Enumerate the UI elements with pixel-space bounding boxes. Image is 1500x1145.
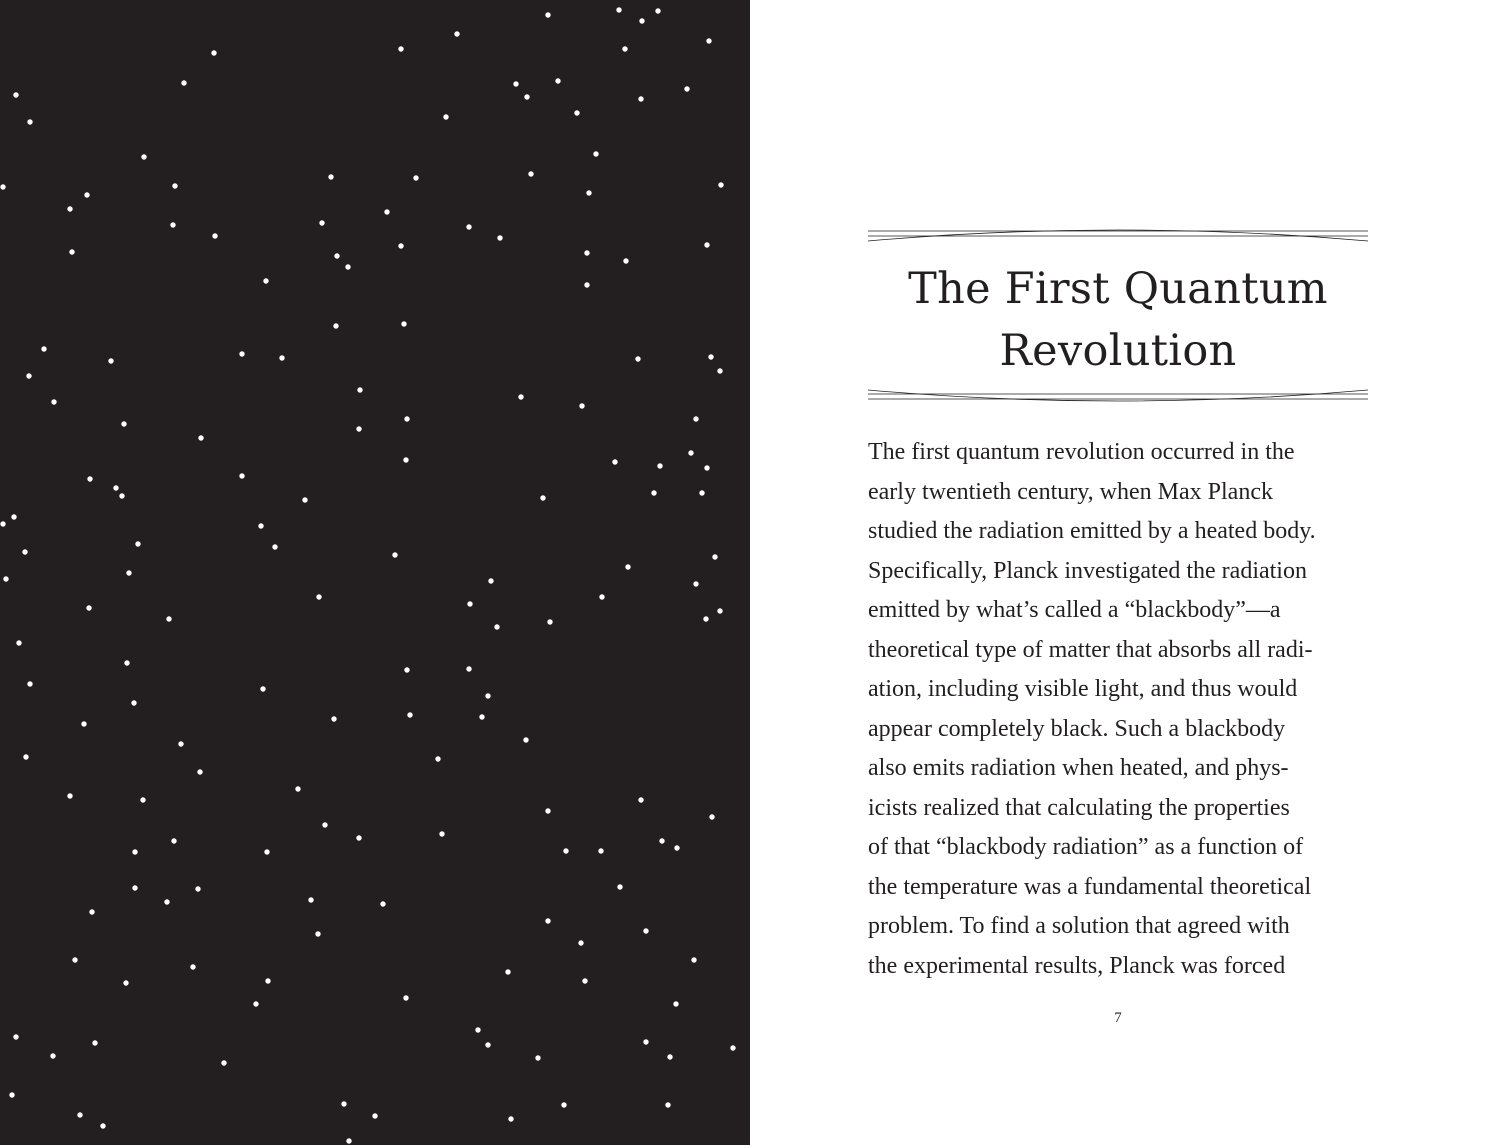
star-dot (693, 416, 698, 421)
star-dot (84, 192, 89, 197)
star-dot (132, 849, 137, 854)
star-dot (27, 119, 32, 124)
star-dot (86, 605, 91, 610)
star-dot (404, 416, 409, 421)
star-dot (623, 258, 628, 263)
star-dot (622, 46, 627, 51)
star-dot (333, 323, 338, 328)
star-dot (166, 616, 171, 621)
star-dot (23, 754, 28, 759)
star-dot (295, 786, 300, 791)
star-dot (708, 354, 713, 359)
star-dot (263, 278, 268, 283)
star-dot (718, 182, 723, 187)
star-dot (334, 253, 339, 258)
star-dot (319, 220, 324, 225)
star-dot (0, 184, 5, 189)
star-dot (181, 80, 186, 85)
star-dot (540, 495, 545, 500)
star-dot (331, 716, 336, 721)
star-dot (717, 608, 722, 613)
star-dot (398, 46, 403, 51)
right-page (750, 0, 1500, 1145)
star-dot (26, 373, 31, 378)
star-dot (709, 814, 714, 819)
star-dot (265, 978, 270, 983)
star-dot (467, 601, 472, 606)
star-dot (625, 564, 630, 569)
body-line: icists realized that calculating the properties (868, 794, 1290, 821)
star-dot (178, 741, 183, 746)
star-dot (704, 465, 709, 470)
star-dot (555, 78, 560, 83)
star-dot (454, 31, 459, 36)
star-dot (141, 154, 146, 159)
star-dot (586, 190, 591, 195)
star-dot (582, 978, 587, 983)
star-dot (439, 831, 444, 836)
star-dot (706, 38, 711, 43)
star-dot (135, 541, 140, 546)
star-dot (407, 712, 412, 717)
star-dot (524, 94, 529, 99)
star-dot (494, 624, 499, 629)
star-dot (479, 714, 484, 719)
star-dot (651, 490, 656, 495)
star-dot (635, 356, 640, 361)
star-dot (13, 92, 18, 97)
star-dot (693, 581, 698, 586)
page-number: 7 (1114, 1010, 1122, 1026)
star-dot (357, 387, 362, 392)
star-dot (211, 50, 216, 55)
star-dot (638, 797, 643, 802)
body-line: problem. To find a solution that agreed with (868, 913, 1290, 939)
star-dot (190, 964, 195, 969)
star-dot (730, 1045, 735, 1050)
star-dot (578, 940, 583, 945)
star-dot (100, 1123, 105, 1128)
star-dot (67, 793, 72, 798)
star-dot (346, 1138, 351, 1143)
star-dot (401, 321, 406, 326)
title-bottom-ornament (868, 385, 1368, 409)
star-dot (466, 666, 471, 671)
star-dot (126, 570, 131, 575)
star-dot (341, 1101, 346, 1106)
star-dot (302, 497, 307, 502)
star-dot (92, 1040, 97, 1045)
star-dot (673, 1001, 678, 1006)
chapter-title (868, 258, 1368, 382)
star-dot (9, 1092, 14, 1097)
star-dot (616, 7, 621, 12)
star-dot (485, 693, 490, 698)
star-dot (657, 463, 662, 468)
star-dot (665, 1102, 670, 1107)
star-dot (384, 209, 389, 214)
star-dot (0, 521, 5, 526)
star-dot (598, 848, 603, 853)
star-dot (171, 838, 176, 843)
star-dot (315, 931, 320, 936)
star-dot (475, 1027, 480, 1032)
body-line: studied the radiation emitted by a heated body. (868, 518, 1316, 544)
body-line: The first quantum revolution occurred in the (868, 439, 1295, 465)
star-dot (41, 346, 46, 351)
star-dot (197, 769, 202, 774)
star-dot (518, 394, 523, 399)
star-dot (398, 243, 403, 248)
star-dot (547, 619, 552, 624)
star-dot (124, 660, 129, 665)
star-dot (3, 576, 8, 581)
star-dot (691, 957, 696, 962)
star-dot (404, 667, 409, 672)
star-dot (403, 995, 408, 1000)
star-dot (584, 282, 589, 287)
star-dot (72, 957, 77, 962)
star-dot (643, 928, 648, 933)
star-dot (497, 235, 502, 240)
star-dot (221, 1060, 226, 1065)
star-dot (579, 403, 584, 408)
star-dot (13, 1034, 18, 1039)
star-dot (131, 700, 136, 705)
star-dot (380, 901, 385, 906)
body-line: Specifically, Planck investigated the radiation (868, 557, 1307, 584)
star-dot (27, 681, 32, 686)
chapter-title-line-2: Revolution (999, 326, 1237, 376)
star-dot (528, 171, 533, 176)
star-dot (639, 18, 644, 23)
body-line: the experimental results, Planck was forced (868, 952, 1286, 979)
star-dot (164, 899, 169, 904)
chapter-title-line-1: The First Quantum (908, 264, 1328, 314)
body-paragraph (868, 433, 1388, 986)
star-dot (140, 797, 145, 802)
title-top-ornament (868, 222, 1368, 246)
star-dot (703, 616, 708, 621)
star-dot (545, 12, 550, 17)
star-dot (574, 110, 579, 115)
star-dot (258, 523, 263, 528)
body-line: theoretical type of matter that absorbs all radi- (868, 636, 1313, 663)
star-dot (356, 426, 361, 431)
star-dot (505, 969, 510, 974)
star-dot (89, 909, 94, 914)
body-line: also emits radiation when heated, and phys- (868, 755, 1289, 781)
star-dot (239, 473, 244, 478)
star-dot (659, 838, 664, 843)
star-dot (643, 1039, 648, 1044)
star-dot (77, 1112, 82, 1117)
star-dot (345, 264, 350, 269)
star-dot (435, 756, 440, 761)
star-dot (212, 233, 217, 238)
star-dot (16, 640, 21, 645)
star-dot (69, 249, 74, 254)
body-line: the temperature was a fundamental theoretical (868, 873, 1312, 900)
star-dot (328, 174, 333, 179)
star-dot (488, 578, 493, 583)
star-dot (523, 737, 528, 742)
star-dot (712, 554, 717, 559)
star-dot (403, 457, 408, 462)
star-dot (308, 897, 313, 902)
body-line: ation, including visible light, and thus would (868, 676, 1298, 702)
star-dot (108, 358, 113, 363)
star-dot (638, 96, 643, 101)
star-dot (81, 721, 86, 726)
star-dot (593, 151, 598, 156)
star-dot (170, 222, 175, 227)
star-dot (195, 886, 200, 891)
star-dot (87, 476, 92, 481)
star-dot (198, 435, 203, 440)
star-dot (119, 493, 124, 498)
star-dot (132, 885, 137, 890)
star-dot (239, 351, 244, 356)
star-dot (535, 1055, 540, 1060)
star-dot (50, 1053, 55, 1058)
star-dot (260, 686, 265, 691)
star-dot (599, 594, 604, 599)
star-dot (561, 1102, 566, 1107)
star-dot (612, 459, 617, 464)
star-dot (674, 845, 679, 850)
star-dot (121, 421, 126, 426)
star-dot (123, 980, 128, 985)
star-dot (279, 355, 284, 360)
star-dot (717, 368, 722, 373)
star-dot (413, 175, 418, 180)
star-dot (655, 8, 660, 13)
body-line: of that “blackbody radiation” as a function of (868, 834, 1304, 860)
star-dot (316, 594, 321, 599)
star-dot (684, 86, 689, 91)
star-dot (699, 490, 704, 495)
body-line: emitted by what’s called a “blackbody”—a (868, 597, 1281, 623)
body-line: appear completely black. Such a blackbody (868, 715, 1286, 742)
star-dot (545, 808, 550, 813)
star-dot (113, 485, 118, 490)
star-dot (667, 1054, 672, 1059)
star-dot (545, 918, 550, 923)
star-dot (356, 835, 361, 840)
star-dot (563, 848, 568, 853)
star-dot (67, 206, 72, 211)
star-dot (372, 1113, 377, 1118)
star-dot (322, 822, 327, 827)
star-dot (51, 399, 56, 404)
star-dot (617, 884, 622, 889)
star-dot (513, 81, 518, 86)
star-dot (264, 849, 269, 854)
star-dot (392, 552, 397, 557)
star-dot (272, 544, 277, 549)
star-dot (172, 183, 177, 188)
star-dot (688, 450, 693, 455)
star-dot (508, 1116, 513, 1121)
star-dot (443, 114, 448, 119)
star-dot (485, 1042, 490, 1047)
star-dot (584, 250, 589, 255)
star-dot (466, 224, 471, 229)
star-dot (22, 549, 27, 554)
body-line: early twentieth century, when Max Planck (868, 478, 1273, 505)
star-dot (704, 242, 709, 247)
star-dot (253, 1001, 258, 1006)
star-dot (11, 514, 16, 519)
